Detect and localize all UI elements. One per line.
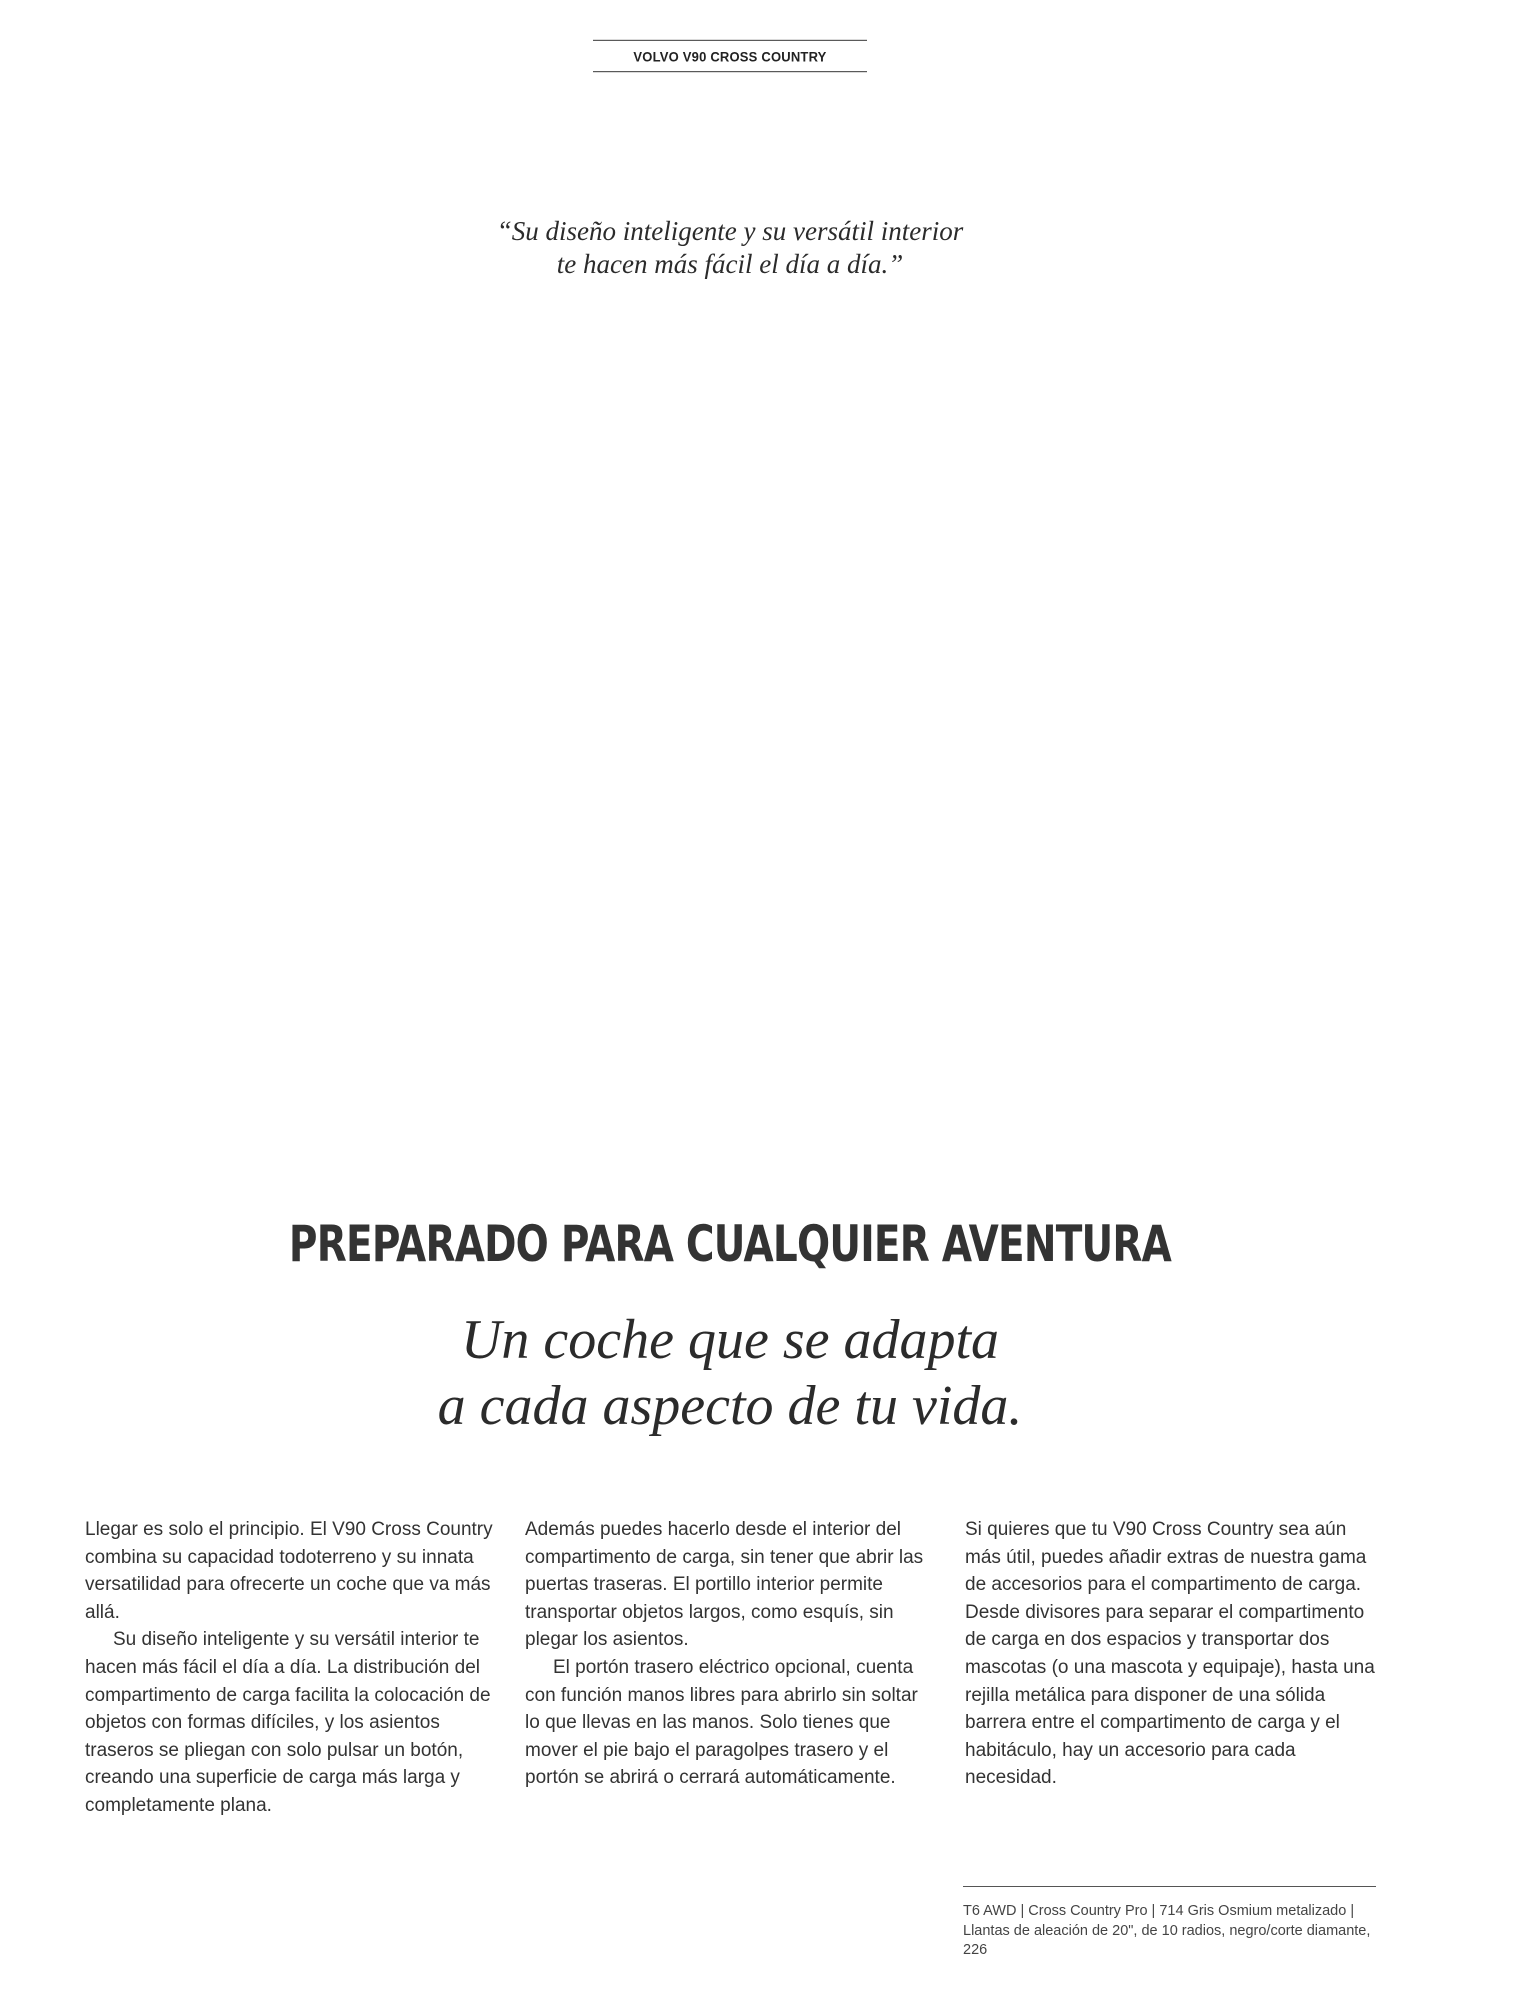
body-column-2 (525, 1516, 935, 1792)
pull-quote-line-2: te hacen más fácil el día a día.” (556, 249, 904, 279)
pull-quote (380, 215, 1080, 281)
body-paragraph: Su diseño inteligente y su versátil interior te hacen más fácil el día a día. La distribución del compartimento de carga facilita la colocación de objetos con formas difíciles, y los asientos traseros se pliegan con solo pulsar un botón, creando una superficie de carga más larga y completamente plana. (85, 1629, 491, 1816)
body-column-1 (85, 1516, 495, 1820)
section-header-tag: VOLVO V90 CROSS COUNTRY (593, 40, 867, 72)
image-caption: T6 AWD | Cross Country Pro | 714 Gris Osmium metalizado | Llantas de aleación de 20", de 10 radios, negro/corte diamante, 226 (963, 1886, 1376, 1961)
body-paragraph: Además puedes hacerlo desde el interior del compartimento de carga, sin tener que abrir las puertas traseras. El portillo interior permite transportar objetos largos, como esquís, sin plegar los asientos. (525, 1519, 924, 1651)
pull-quote-line-1: “Su diseño inteligente y su versátil interior (496, 216, 964, 246)
page-subheadline (330, 1307, 1130, 1439)
body-column-3 (965, 1516, 1375, 1792)
body-paragraph: Si quieres que tu V90 Cross Country sea aún más útil, puedes añadir extras de nuestra gama de accesorios para el compartimento de carga. Desde divisores para separar el compartimento de carga en dos espacios y transportar dos mascotas (o una mascota y equipaje), hasta una rejilla metálica para disponer de una sólida barrera entre el compartimento de carga y el habitáculo, hay un accesorio para cada necesidad. (965, 1519, 1375, 1789)
subheadline-line-2: a cada aspecto de tu vida. (437, 1375, 1023, 1437)
body-paragraph: Llegar es solo el principio. El V90 Cross Country combina su capacidad todoterreno y su innata versatilidad para ofrecerte un coche que va más allá. (85, 1519, 493, 1623)
page-headline: PREPARADO PARA CUALQUIER AVENTURA (288, 1215, 1172, 1273)
body-paragraph: El portón trasero eléctrico opcional, cuenta con función manos libres para abrirlo sin soltar lo que llevas en las manos. Solo tienes que mover el pie bajo el paragolpes trasero y el portón se abrirá o cerrará automáticamente. (525, 1656, 918, 1789)
subheadline-line-1: Un coche que se adapta (460, 1309, 1000, 1371)
